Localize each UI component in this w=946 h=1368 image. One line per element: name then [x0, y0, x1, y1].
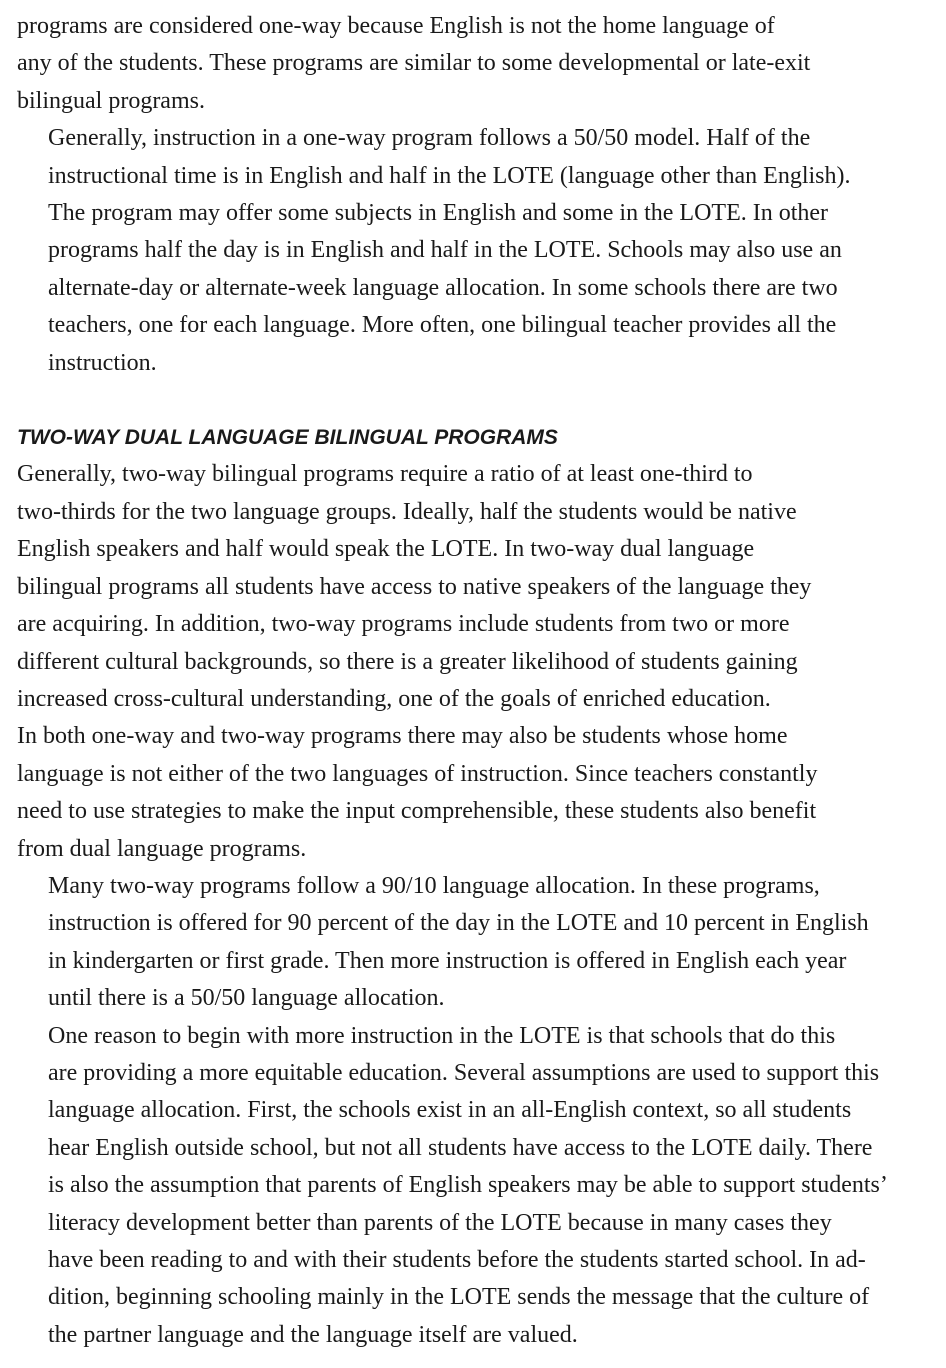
text-line: any of the students. These programs are similar to some developmental or late-exit	[17, 50, 811, 77]
text-line: instruction.	[48, 349, 157, 376]
paragraph-p6	[17, 1018, 927, 1355]
text-line: alternate-day or alternate-week language allocation. In some schools there are two	[48, 274, 838, 301]
text-line: from dual language programs.	[17, 835, 307, 862]
text-line: In both one-way and two-way programs there may also be students whose home	[17, 723, 788, 750]
text-line: dition, beginning schooling mainly in the LOTE sends the message that the culture of	[48, 1284, 870, 1311]
text-line: increased cross-cultural understanding, one of the goals of enriched education.	[17, 685, 771, 712]
text-line: different cultural backgrounds, so there is a greater likelihood of students gaining	[17, 648, 798, 675]
paragraph-p4	[17, 718, 927, 868]
text-line: are providing a more equitable education. Several assumptions are used to support this	[48, 1059, 880, 1086]
text-line: The program may offer some subjects in English and some in the LOTE. In other	[48, 200, 829, 227]
text-line: is also the assumption that parents of English speakers may be able to support students’	[48, 1172, 888, 1199]
text-line: Generally, instruction in a one-way program follows a 50/50 model. Half of the	[48, 125, 811, 152]
text-line: instruction is offered for 90 percent of the day in the LOTE and 10 percent in English	[48, 910, 869, 937]
text-line: instructional time is in English and half in the LOTE (language other than English).	[48, 162, 851, 189]
text-line: language allocation. First, the schools exist in an all-English context, so all students	[48, 1097, 852, 1124]
text-line: until there is a 50/50 language allocation.	[48, 985, 445, 1012]
text-line: teachers, one for each language. More often, one bilingual teacher provides all the	[48, 312, 837, 339]
section-heading: TWO-WAY DUAL LANGUAGE BILINGUAL PROGRAMS	[17, 426, 558, 450]
section-spacer	[17, 382, 927, 419]
paragraph-p2	[17, 120, 927, 382]
top-section	[17, 8, 927, 382]
text-line: two-thirds for the two language groups. Ideally, half the students would be native	[17, 498, 797, 525]
paragraph-p1	[17, 8, 927, 120]
paragraph-p3	[17, 456, 927, 718]
text-line: programs are considered one-way because English is not the home language of	[17, 13, 775, 39]
paragraph-p5	[17, 868, 927, 1018]
text-line: Many two-way programs follow a 90/10 language allocation. In these programs,	[48, 872, 820, 899]
text-line: English speakers and half would speak the LOTE. In two-way dual language	[17, 536, 755, 563]
text-line: bilingual programs.	[17, 87, 205, 114]
bottom-section	[17, 456, 927, 1354]
text-line: in kindergarten or first grade. Then more instruction is offered in English each year	[48, 947, 847, 974]
text-line: One reason to begin with more instruction in the LOTE is that schools that do this	[48, 1022, 836, 1049]
text-line: hear English outside school, but not all students have access to the LOTE daily. There	[48, 1134, 873, 1161]
text-line: Generally, two-way bilingual programs require a ratio of at least one-third to	[17, 461, 753, 488]
text-line: literacy development better than parents of the LOTE because in many cases they	[48, 1209, 832, 1236]
text-line: have been reading to and with their students before the students started school. In ad-	[48, 1247, 866, 1273]
text-line: bilingual programs all students have access to native speakers of the language they	[17, 573, 812, 600]
text-line: programs half the day is in English and half in the LOTE. Schools may also use an	[48, 237, 842, 264]
text-line: need to use strategies to make the input comprehensible, these students also benefit	[17, 798, 817, 825]
text-line: language is not either of the two languages of instruction. Since teachers constantly	[17, 760, 818, 787]
document-page	[17, 8, 927, 1354]
text-line: the partner language and the language itself are valued.	[48, 1321, 578, 1348]
text-line: are acquiring. In addition, two-way programs include students from two or more	[17, 611, 790, 638]
